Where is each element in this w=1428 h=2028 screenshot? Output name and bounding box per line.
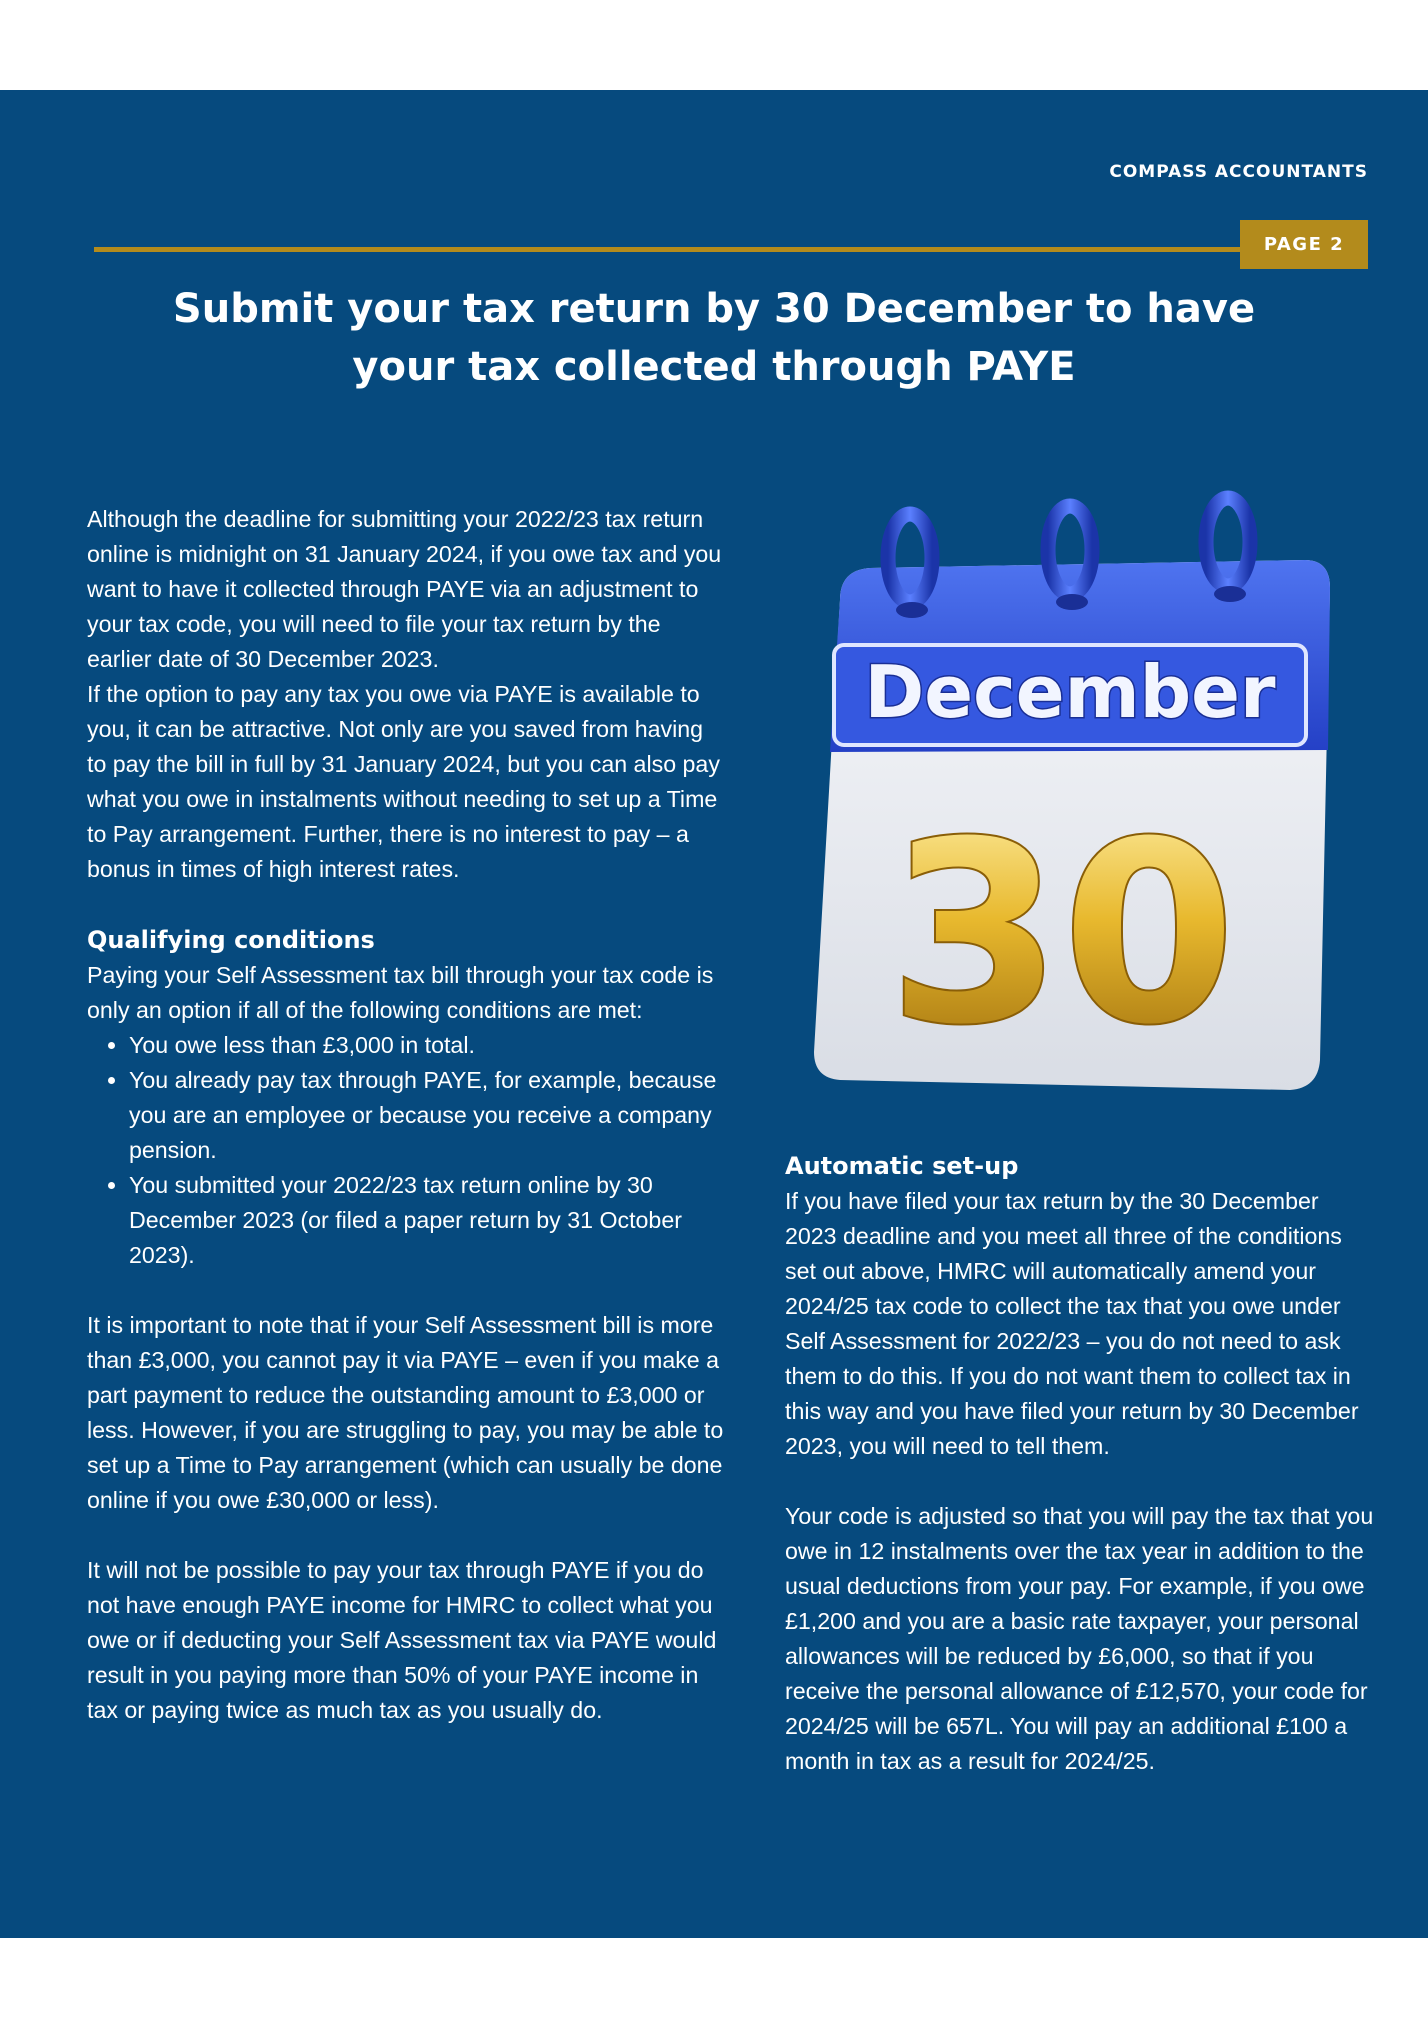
spacer [87, 887, 727, 922]
qualifying-conditions-heading: Qualifying conditions [87, 926, 375, 954]
page-title-line-1: Submit your tax return by 30 December to have [172, 286, 1256, 332]
calendar-day: 30 [888, 788, 1236, 1079]
automatic-setup-heading: Automatic set-up [785, 1152, 1019, 1180]
setup-paragraph: If you have filed your tax return by the 30 December 2023 deadline and you meet all three of the conditions set out above, HMRC will automatically amend your 2024/25 tax code to collect the tax that you owe under Self Assessment for 2022/23 – you do not need to ask them to do this. If you do not want them to collect tax in this way and you have filed your return by 30 December 2023, you will need to tell them. [785, 1188, 1359, 1459]
not-possible-paragraph: It will not be possible to pay your tax through PAYE if you do not have enough PAYE income for HMRC to collect what you owe or if deducting your Self Assessment tax via PAYE would result in you paying more than 50% of your PAYE income in tax or paying twice as much tax as you usually do. [87, 1557, 717, 1723]
intro-paragraph-2: If the option to pay any tax you owe via PAYE is available to you, it can be attractive. Not only are you saved from having to pay the bill in full by 31 January 2024, but you can also pay what you owe in instalments without needing to set up a Time to Pay arrangement. Further, there is no interest to pay – a bonus in times of high interest rates. [87, 681, 720, 882]
condition-item: • You owe less than £3,000 in total. [129, 1028, 727, 1063]
header-rule [94, 247, 1240, 252]
calendar-ring [888, 514, 932, 618]
conditions-list [87, 1028, 727, 1273]
brand-name: COMPASS ACCOUNTANTS [1109, 162, 1368, 182]
right-column [785, 1148, 1375, 1779]
spacer [87, 1518, 727, 1553]
qualifying-intro: Paying your Self Assessment tax bill through your tax code is only an option if all of the following conditions are met: [87, 962, 714, 1023]
condition-item: • You submitted your 2022/23 tax return online by 30 December 2023 (or filed a paper return by 31 October 2023). [129, 1168, 727, 1273]
page-panel [0, 90, 1428, 1938]
page-title-line-2: your tax collected through PAYE [352, 344, 1076, 390]
intro-paragraph-1: Although the deadline for submitting your 2022/23 tax return online is midnight on 31 January 2024, if you owe tax and you want to have it collected through PAYE via an adjustment to your tax code, you will need to file your tax return by the earlier date of 30 December 2023. [87, 506, 722, 672]
calendar-illustration [800, 460, 1340, 1200]
calendar-ring [1206, 498, 1250, 602]
code-paragraph: Your code is adjusted so that you will pay the tax that you owe in 12 instalments over the tax year in addition to the usual deductions from your pay. For example, if you owe £1,200 and you are a basic rate taxpayer, your personal allowances will be reduced by £6,000, so that if you receive the personal allowance of £12,570, your code for 2024/25 will be 657L. You will pay an additional £100 a month in tax as a result for 2024/25. [785, 1503, 1374, 1774]
condition-item: • You already pay tax through PAYE, for example, because you are an employee or because you receive a company pension. [129, 1063, 727, 1168]
spacer [785, 1464, 1375, 1499]
calendar-ring [1048, 506, 1092, 610]
important-paragraph: It is important to note that if your Self Assessment bill is more than £3,000, you cannot pay it via PAYE – even if you make a part payment to reduce the outstanding amount to £3,000 or less. However, if you are struggling to pay, you may be able to set up a Time to Pay arrangement (which can usually be done online if you owe £30,000 or less). [87, 1312, 724, 1513]
calendar-month: December [864, 650, 1276, 734]
spacer [87, 1273, 727, 1308]
page-number-badge: PAGE 2 [1240, 220, 1368, 269]
page-title [100, 280, 1328, 396]
left-column [87, 502, 727, 1728]
